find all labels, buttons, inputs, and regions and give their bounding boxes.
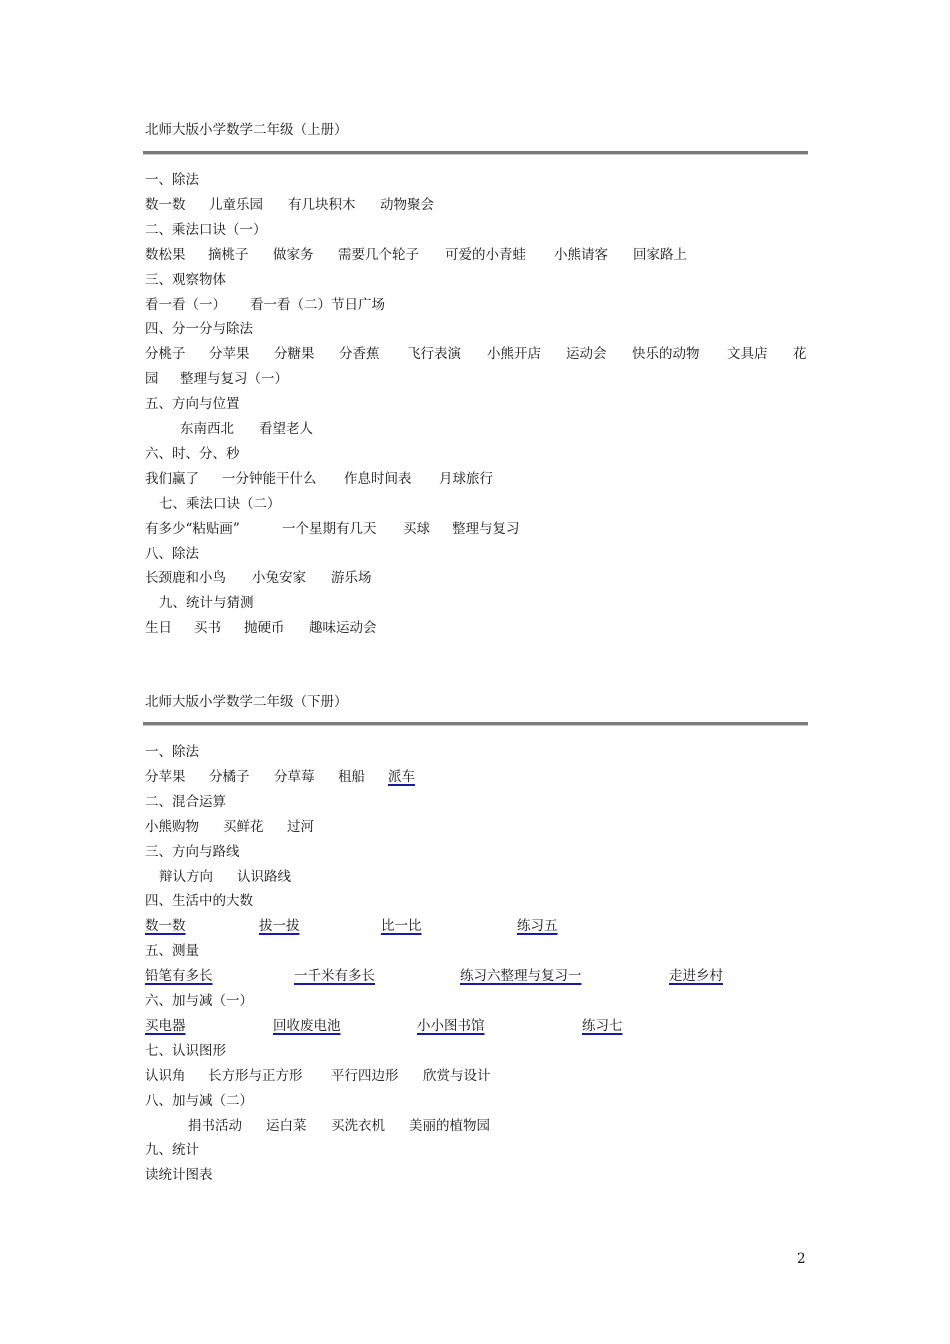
chapter-heading <box>145 542 810 566</box>
lesson-title: 一分钟能干什么 <box>222 470 317 487</box>
lesson-title: 小兔安家 <box>252 570 306 587</box>
lesson-title: 认识角 <box>145 1067 186 1084</box>
chapter-heading <box>145 442 810 466</box>
chapter-heading <box>145 939 810 963</box>
lesson-title: 租船 <box>338 768 365 785</box>
lesson-list <box>145 367 810 391</box>
lesson-title: 平行四边形 <box>331 1067 399 1084</box>
lesson-link[interactable]: 买电器 <box>145 1017 186 1034</box>
lesson-title: 摘桃子 <box>208 246 249 263</box>
chapter-title: 五、测量 <box>145 943 199 960</box>
lesson-link[interactable]: 拔一拔 <box>259 918 300 935</box>
lesson-link[interactable]: 回收废电池 <box>273 1017 341 1034</box>
lesson-link[interactable]: 数一数 <box>145 918 186 935</box>
chapter-heading <box>145 989 810 1013</box>
lesson-title: 游乐场 <box>331 570 372 587</box>
lesson-title: 运动会 <box>566 346 607 363</box>
lesson-title: 儿童乐园 <box>209 196 263 213</box>
chapter-heading <box>145 492 810 516</box>
lesson-list <box>145 342 810 366</box>
lesson-title: 月球旅行 <box>439 470 493 487</box>
chapter-title: 九、统计与猜测 <box>159 595 254 612</box>
chapter-heading <box>145 392 810 416</box>
lesson-list <box>145 765 810 789</box>
chapter-heading <box>145 1039 810 1063</box>
lesson-title: 认识路线 <box>237 868 291 885</box>
lesson-title: 一个星期有几天 <box>282 520 377 537</box>
chapter-heading <box>145 268 810 292</box>
chapter-heading <box>145 740 810 764</box>
lesson-title: 有多少“粘贴画” <box>145 520 240 537</box>
chapter-title: 九、统计 <box>145 1142 199 1159</box>
lesson-title: 小熊开店 <box>487 346 541 363</box>
lesson-list <box>145 1163 810 1187</box>
lesson-title: 东南西北 <box>180 421 234 437</box>
lesson-list <box>145 914 810 938</box>
chapter-title: 七、认识图形 <box>145 1042 226 1059</box>
lesson-link[interactable]: 练习五 <box>517 918 558 935</box>
lesson-title: 美丽的植物园 <box>409 1117 490 1134</box>
chapter-title: 六、加与减（一） <box>145 993 253 1009</box>
lesson-title: 长颈鹿和小鸟 <box>145 570 226 587</box>
lesson-title: 看望老人 <box>259 421 313 437</box>
lesson-title: 分草莓 <box>274 768 315 785</box>
chapter-title: 二、乘法口诀（一） <box>145 221 267 238</box>
lesson-title: 分糖果 <box>274 346 315 363</box>
chapter-heading <box>145 1089 810 1113</box>
chapter-title: 五、方向与位置 <box>145 396 240 413</box>
lesson-title: 买球 <box>403 520 430 537</box>
chapter-heading <box>145 840 810 864</box>
chapter-title: 六、时、分、秒 <box>145 445 240 462</box>
lesson-list <box>145 417 810 441</box>
lesson-title: 飞行表演 <box>407 346 461 363</box>
lesson-title: 花 <box>793 346 807 363</box>
lesson-link[interactable]: 小小图书馆 <box>417 1017 485 1034</box>
lesson-title: 分苹果 <box>209 346 250 363</box>
lesson-link[interactable]: 练习七 <box>582 1017 623 1034</box>
lesson-title: 分橘子 <box>209 768 250 785</box>
lesson-list <box>145 1014 810 1038</box>
volume-2-divider <box>143 722 808 726</box>
lesson-title: 整理与复习 <box>452 520 520 537</box>
lesson-list <box>145 1114 810 1138</box>
lesson-title: 分苹果 <box>145 768 186 785</box>
chapter-heading <box>145 889 810 913</box>
lesson-link[interactable]: 练习六整理与复习一 <box>460 968 582 985</box>
lesson-title: 买鲜花 <box>223 818 264 835</box>
lesson-title: 园 <box>145 371 159 388</box>
chapter-title: 一、除法 <box>145 172 199 188</box>
lesson-title: 可爱的小青蛙 <box>445 246 526 263</box>
lesson-list <box>145 566 810 590</box>
lesson-link[interactable]: 铅笔有多长 <box>145 968 213 985</box>
lesson-title: 小熊请客 <box>554 246 608 263</box>
lesson-title: 买洗衣机 <box>331 1117 385 1134</box>
volume-1-title: 北师大版小学数学二年级（上册） <box>145 122 348 138</box>
lesson-title: 捐书活动 <box>188 1117 242 1134</box>
chapter-heading <box>145 168 810 192</box>
chapter-heading <box>145 790 810 814</box>
lesson-list <box>145 964 810 988</box>
chapter-title: 三、方向与路线 <box>145 843 240 860</box>
lesson-link[interactable]: 比一比 <box>381 918 422 935</box>
lesson-list <box>145 193 810 217</box>
page-number: 2 <box>797 1251 806 1267</box>
lesson-title: 看一看（二）节日广场 <box>250 296 385 313</box>
lesson-title: 整理与复习（一） <box>180 371 288 388</box>
lesson-title: 动物聚会 <box>380 196 434 213</box>
lesson-title: 趣味运动会 <box>309 620 377 637</box>
lesson-title: 分桃子 <box>145 346 186 363</box>
chapter-title: 八、加与减（二） <box>145 1092 253 1109</box>
lesson-title: 数一数 <box>145 196 186 213</box>
lesson-title: 看一看（一） <box>145 296 226 313</box>
lesson-title: 买书 <box>194 620 221 637</box>
lesson-title: 欣赏与设计 <box>423 1067 491 1084</box>
chapter-title: 八、除法 <box>145 545 199 562</box>
chapter-title: 三、观察物体 <box>145 271 226 288</box>
lesson-list <box>145 467 810 491</box>
chapter-heading <box>145 317 810 341</box>
lesson-title: 数松果 <box>145 246 186 263</box>
chapter-heading <box>145 1138 810 1162</box>
lesson-title: 长方形与正方形 <box>208 1067 303 1084</box>
lesson-title: 分香蕉 <box>339 346 380 363</box>
volume-1-divider <box>143 151 808 155</box>
chapter-title: 七、乘法口诀（二） <box>159 495 281 512</box>
lesson-link[interactable]: 派车 <box>388 768 415 785</box>
lesson-link[interactable]: 一千米有多长 <box>294 968 375 985</box>
lesson-list <box>145 243 810 267</box>
lesson-list <box>145 293 810 317</box>
lesson-list <box>145 815 810 839</box>
lesson-title: 作息时间表 <box>344 470 412 487</box>
lesson-title: 需要几个轮子 <box>338 246 419 263</box>
lesson-title: 快乐的动物 <box>632 346 700 363</box>
lesson-list <box>145 517 810 541</box>
chapter-title: 四、生活中的大数 <box>145 893 253 910</box>
lesson-title: 生日 <box>145 620 172 637</box>
lesson-title: 我们赢了 <box>145 470 199 487</box>
lesson-title: 小熊购物 <box>145 818 199 835</box>
lesson-list <box>145 865 810 889</box>
chapter-title: 二、混合运算 <box>145 793 226 810</box>
lesson-title: 运白菜 <box>266 1117 307 1134</box>
chapter-heading <box>145 591 810 615</box>
lesson-title: 读统计图表 <box>145 1167 213 1184</box>
lesson-title: 做家务 <box>273 246 314 263</box>
chapter-title: 四、分一分与除法 <box>145 321 253 338</box>
lesson-title: 过河 <box>287 818 314 835</box>
lesson-title: 文具店 <box>727 346 768 363</box>
chapter-heading <box>145 218 810 242</box>
volume-2-title: 北师大版小学数学二年级（下册） <box>145 694 348 710</box>
lesson-list <box>145 1064 810 1088</box>
lesson-title: 回家路上 <box>633 246 687 263</box>
chapter-title: 一、除法 <box>145 744 199 760</box>
lesson-title: 有几块积木 <box>288 196 356 213</box>
lesson-title: 抛硬币 <box>244 620 285 637</box>
lesson-link[interactable]: 走进乡村 <box>669 968 723 985</box>
lesson-list <box>145 616 810 640</box>
lesson-title: 辩认方向 <box>159 868 213 885</box>
